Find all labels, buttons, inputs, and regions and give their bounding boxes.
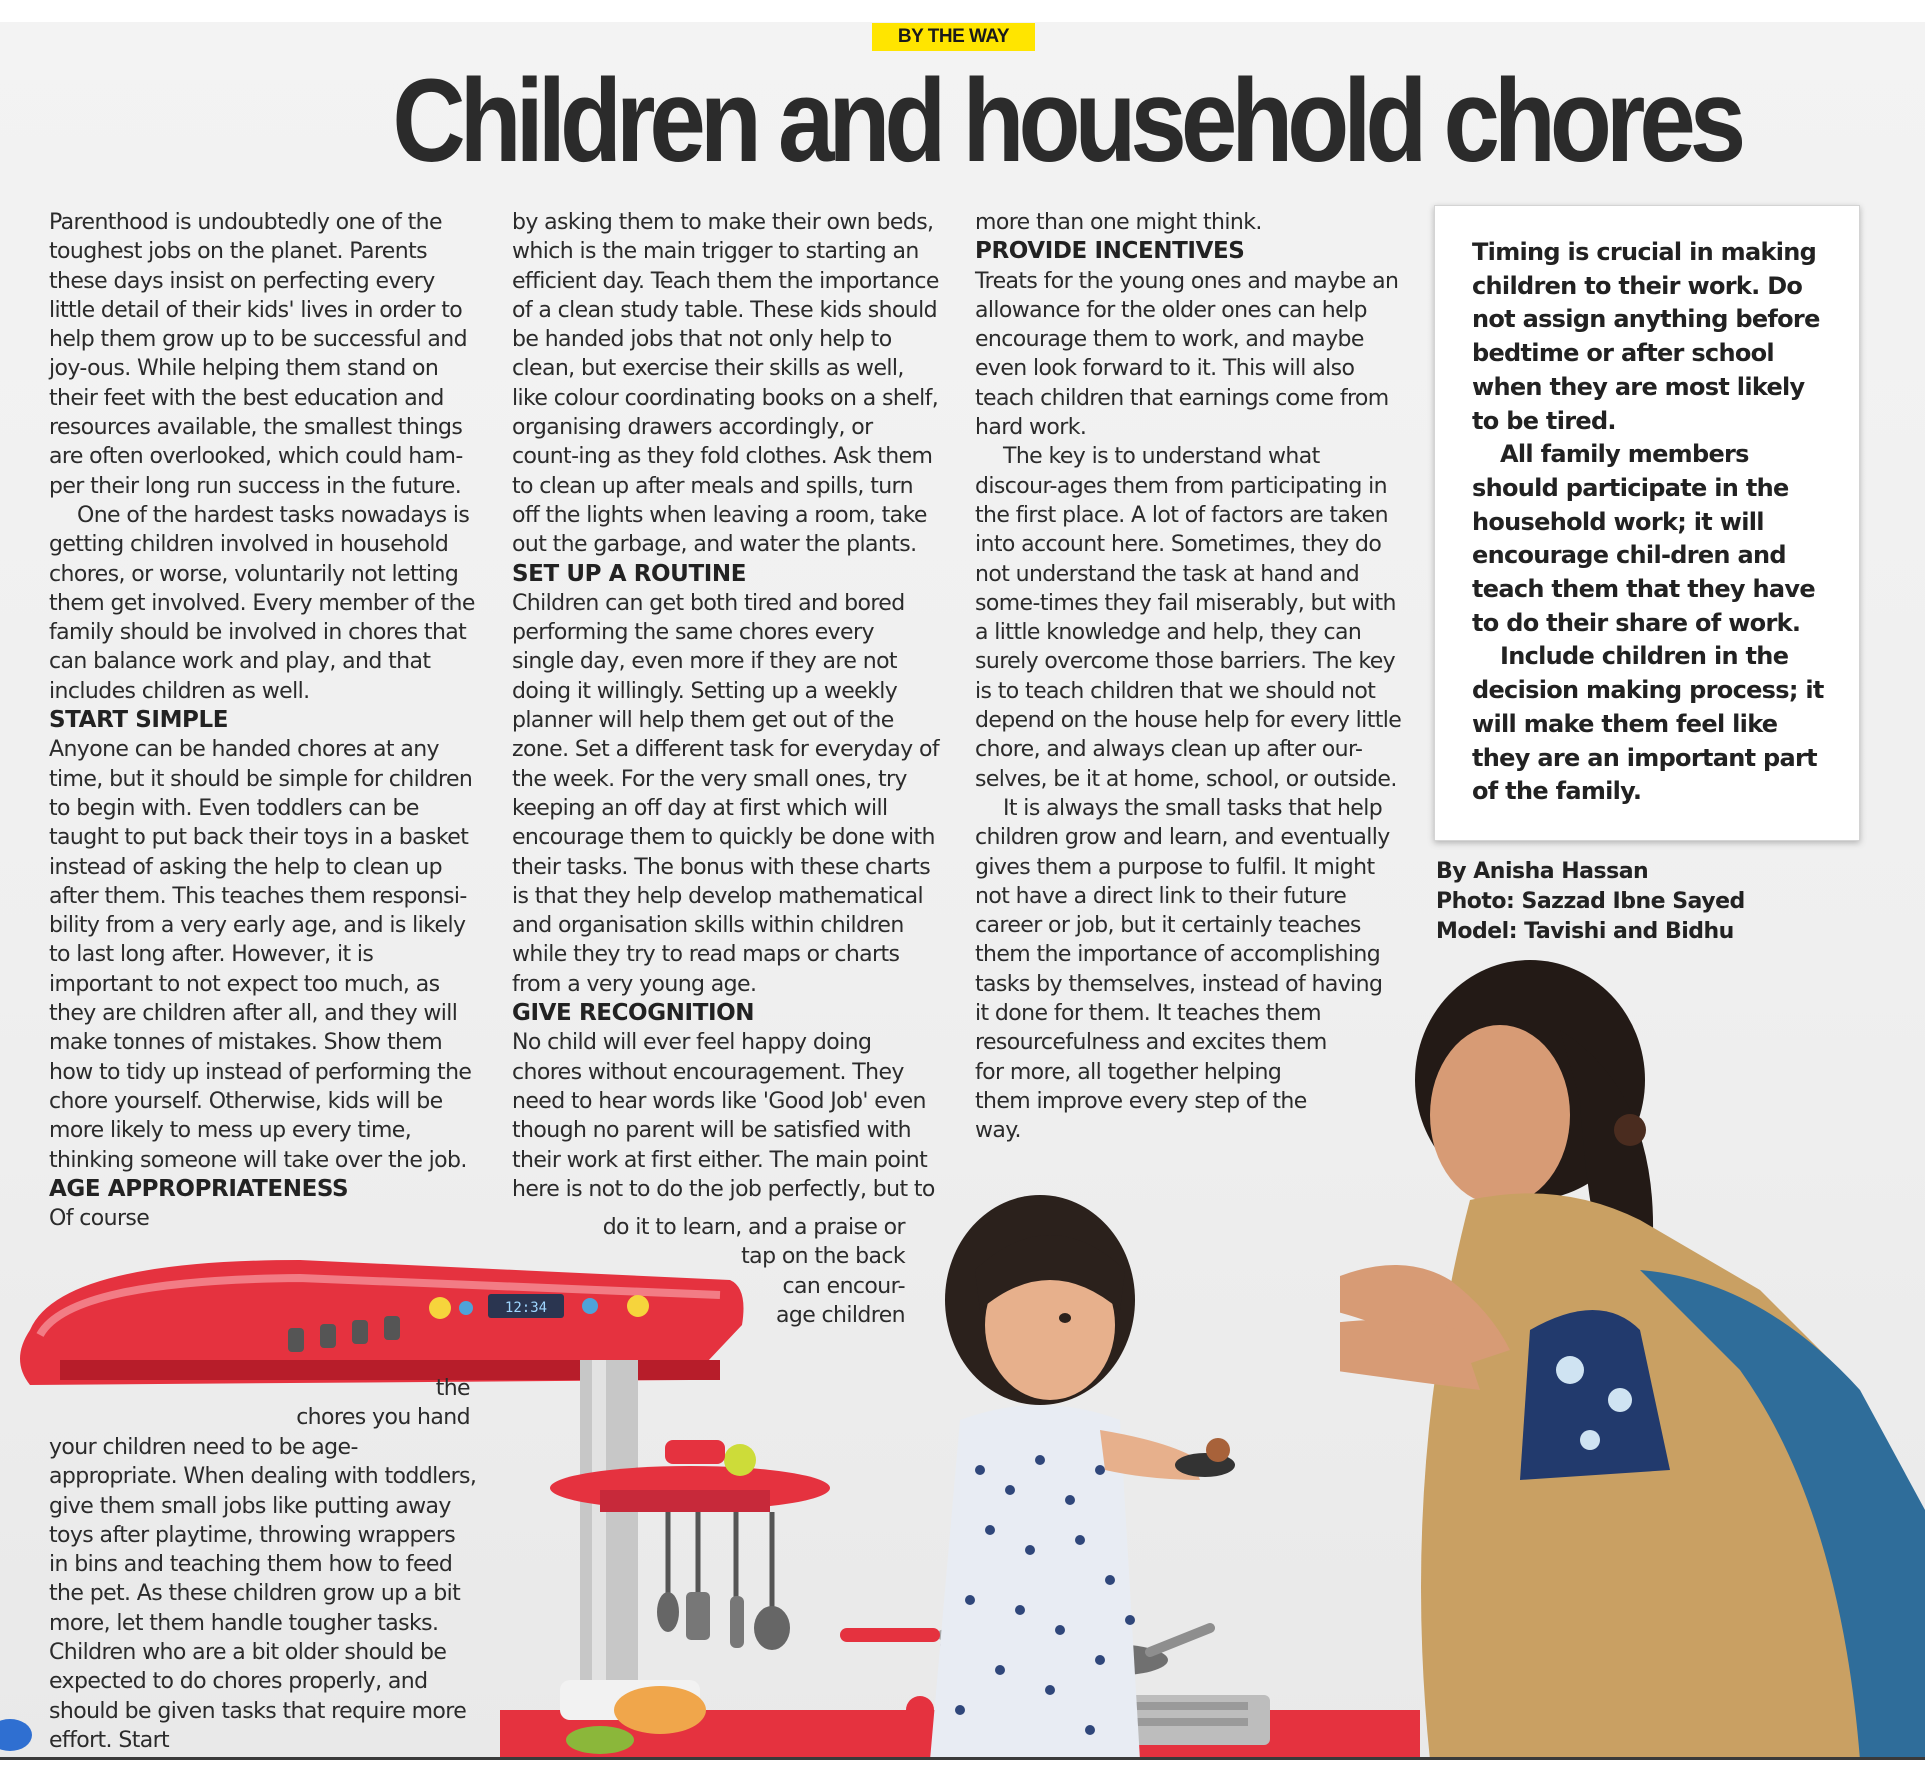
credits: [1436, 857, 1745, 947]
col3-paragraph-3-line-c: for more, all together helping: [975, 1059, 1282, 1085]
callout-paragraph-3: Include children in the decision making process; it will make them feel like they are an important part of the family.: [1472, 642, 1824, 806]
col3-paragraph-0: more than one might think.: [975, 210, 1262, 235]
heading-give-recognition: GIVE RECOGNITION: [512, 1000, 755, 1027]
heading-provide-incentives: PROVIDE INCENTIVES: [975, 238, 1245, 265]
col3-paragraph-3-line-d: them improve every step of the: [975, 1088, 1307, 1114]
col3-paragraph-3-line-b: resourcefulness and excites them: [975, 1030, 1327, 1056]
pull-quote-box: [1434, 205, 1860, 841]
col2-paragraph-2: Children can get both tired and bored performing the same chores every single day, even more if they are not doing it willingly. Setting up a weekly planner will help them get out of the zone. Set a different task for everyday of the week. For the very small ones, try keeping an off day at first which will encourage them to quickly be done with their tasks. The bonus with these charts is that they help develop mathematical and organisation skills within children while they try to read maps or charts from a very young age.: [512, 590, 939, 997]
column-2-wrap: [512, 1213, 905, 1330]
column-3: [975, 208, 1402, 1146]
bottom-rule: [0, 1757, 1925, 1760]
column-1: [49, 208, 476, 1233]
column-2: [512, 208, 939, 1204]
headline: Children and household chores: [392, 55, 1741, 187]
heading-set-up-a-routine: SET UP A ROUTINE: [512, 560, 747, 587]
col1-paragraph-3: Anyone can be handed chores at any time, but it should be simple for children to begin with. Even toddlers can be taught to put back their toys in a basket instead of asking the help to clean up after them. This teaches them responsi-bility from a very early age, and is likely to last long after. However, it is important to not expect too much, as they are children after all, and they will make tonnes of mistakes. Show them how to tidy up instead of performing the chore yourself. Otherwise, kids will be more likely to mess up every time, thinking someone will take over the job.: [49, 737, 473, 1173]
col2-wrap-line-3: can encour-: [782, 1273, 905, 1299]
heading-age-appropriateness: AGE APPROPRIATENESS: [49, 1175, 349, 1202]
heading-start-simple: START SIMPLE: [49, 707, 229, 734]
col2-wrap-line-2: tap on the back: [741, 1244, 905, 1270]
col2-wrap-line-1: do it to learn, and a praise or: [602, 1215, 905, 1240]
col1-paragraph-4-rest: your children need to be age-appropriate. When dealing with toddlers, give them small jobs like putting away toys after playtime, throwing wrappers in bins and teaching them how to feed the pet. As these children grow up a bit more, let them handle tougher tasks. Children who are a bit older should be expected to do chores properly, and should be given tasks that require more effort. Start: [49, 1435, 477, 1753]
model-credit: Model: Tavishi and Bidhu: [1436, 919, 1734, 944]
col1-wrap-hand: chores you hand: [296, 1405, 470, 1431]
col2-wrap-line-4: age children: [775, 1302, 905, 1328]
girl-illustration: [900, 1190, 1260, 1760]
col2-paragraph-3: No child will ever feel happy doing chores without encouragement. They need to hear words like 'Good Job' even though no parent will be satisfied with their work at first either. The main point here is not to do the job perfectly, but to: [512, 1030, 935, 1202]
callout-paragraph-1: Timing is crucial in making children to their work. Do not assign anything before bedtime or after school when they are most likely to be tired.: [1472, 238, 1820, 435]
photo-credit: Photo: Sazzad Ibne Sayed: [1436, 889, 1745, 914]
woman-illustration: [1340, 950, 1925, 1760]
callout-paragraph-2: All family members should participate in the household work; it will encourage chil-dren and teach them that they have to do their share of work.: [1472, 440, 1815, 637]
col1-wrap-the: the: [435, 1376, 470, 1401]
col1-paragraph-1: Parenthood is undoubtedly one of the toughest jobs on the planet. Parents these days insist on perfecting every little detail of their kids' lives in order to help them grow up to be successful and joy-ous. While helping them stand on their feet with the best education and resources available, the smallest things are often overlooked, which could ham-per their long run success in the future.: [49, 210, 467, 499]
byline: By Anisha Hassan: [1436, 859, 1649, 884]
col2-paragraph-1: by asking them to make their own beds, which is the main trigger to starting an efficient day. Teach them the importance of a clean study table. These kids should be handed jobs that not only help to clean, but exercise their skills as well, like colour coordinating books on a shelf, organising drawers accordingly, or count-ing as they fold clothes. Ask them to clean up after meals and spills, turn off the lights when leaving a room, take out the garbage, and water the plants.: [512, 210, 939, 558]
col1-paragraph-2: One of the hardest tasks nowadays is getting children involved in household chores, or worse, voluntarily not letting them get involved. Every member of the family should be involved in chores that can balance work and play, and that includes children as well.: [49, 502, 475, 704]
col3-paragraph-3-line-e: way.: [975, 1118, 1021, 1144]
col1-paragraph-4-start: Of course: [49, 1206, 150, 1232]
column-1-wrap: [49, 1374, 470, 1433]
column-1-continued: [49, 1433, 479, 1755]
col3-paragraph-1: Treats for the young ones and maybe an allowance for the older ones can help encourage them to work, and maybe even look forward to it. This will also teach children that earnings come from hard work.: [975, 268, 1399, 441]
col3-paragraph-3: It is always the small tasks that help children grow and learn, and eventually gives them a purpose to fulfil. It might not have a direct link to their future career or job, but it certainly teaches them the importance of accomplishing tasks by themselves, instead of having it done for them. It teaches them: [975, 795, 1390, 1027]
toy-display: 12:34: [504, 1300, 548, 1316]
col3-paragraph-2: The key is to understand what discour-ages them from participating in the first place. A lot of factors are taken into account here. Sometimes, they do not understand the task at hand and some-times they fail miserably, but with a little knowledge and help, they can surely overcome those barriers. The key is to teach children that we should not depend on the house help for every little chore, and always clean up after our-selves, be it at home, school, or outside.: [975, 444, 1402, 792]
section-kicker: BY THE WAY: [872, 23, 1035, 51]
